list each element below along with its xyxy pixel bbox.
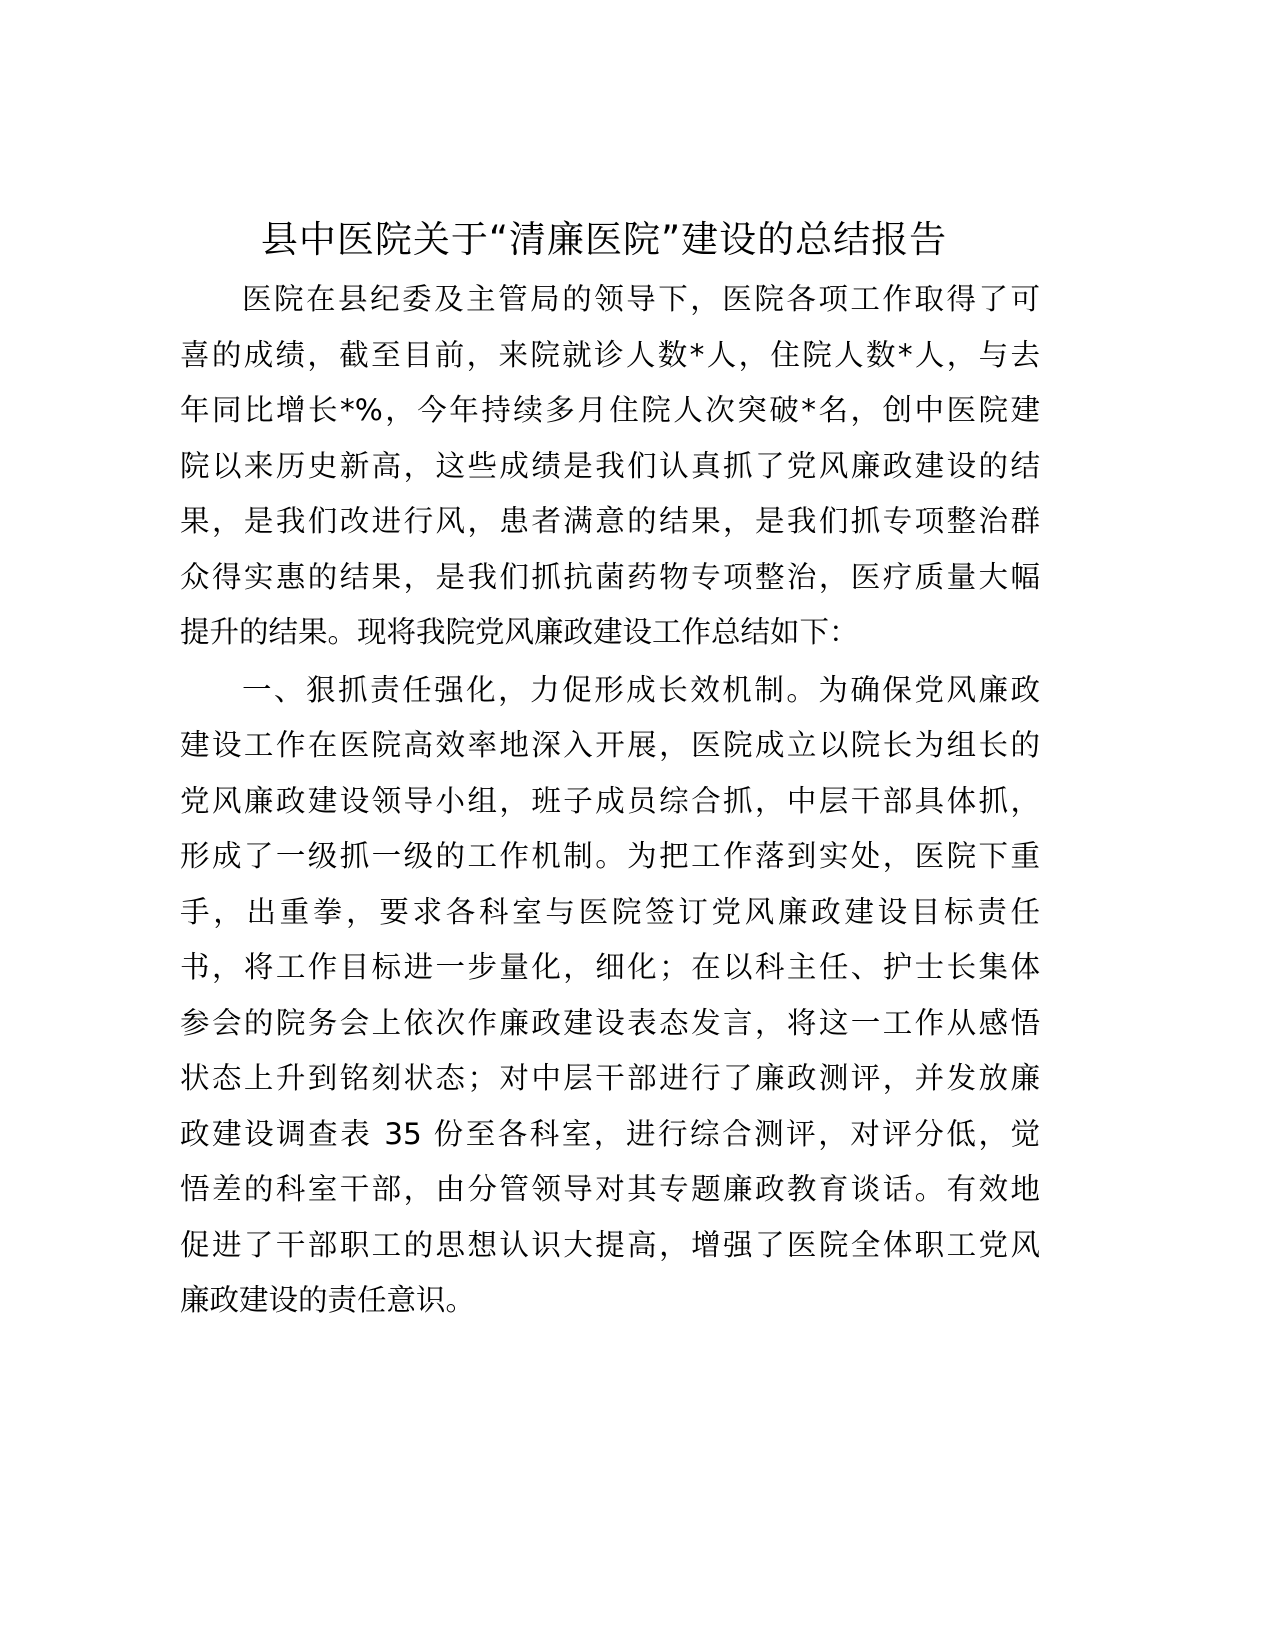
text-line: 喜的成绩，截至目前，来院就诊人数*人，住院人数*人，与去	[180, 337, 1040, 372]
document-title: 县中医院关于“清廉医院”建设的总结报告	[260, 218, 948, 261]
text-line: 手，出重拳，要求各科室与医院签订党风廉政建设目标责任	[180, 894, 1040, 929]
text-line: 果，是我们改进行风，患者满意的结果，是我们抓专项整治群	[180, 504, 1040, 538]
document-page	[180, 212, 1040, 1329]
text-line: 党风廉政建设领导小组，班子成员综合抓，中层干部具体抓，	[180, 783, 1040, 818]
text-line: 状态上升到铭刻状态；对中层干部进行了廉政测评，并发放廉	[180, 1061, 1040, 1095]
text-line: 书，将工作目标进一步量化，细化；在以科主任、护士长集体	[180, 950, 1040, 984]
section-heading-line: 一、狠抓责任强化，力促形成长效机制。为确保党风廉政	[242, 672, 1040, 707]
paragraph-section-one	[180, 663, 1040, 1329]
text-line: 年同比增长*%，今年持续多月住院人次突破*名，创中医院建	[180, 393, 1040, 427]
text-line: 廉政建设的责任意识。	[180, 1283, 476, 1317]
text-line: 参会的院务会上依次作廉政建设表态发言，将这一工作从感悟	[180, 1005, 1040, 1040]
text-line: 提升的结果。现将我院党风廉政建设工作总结如下：	[180, 615, 859, 649]
text-line: 建设工作在医院高效率地深入开展，医院成立以院长为组长的	[180, 728, 1040, 762]
paragraph-intro	[180, 272, 1040, 661]
text-line: 众得实惠的结果，是我们抓抗菌药物专项整治，医疗质量大幅	[180, 559, 1040, 594]
text-line: 政建设调查表 35 份至各科室，进行综合测评，对评分低，觉	[180, 1116, 1040, 1151]
text-line: 悟差的科室干部，由分管领导对其专题廉政教育谈话。有效地	[180, 1172, 1040, 1206]
text-line: 医院在县纪委及主管局的领导下，医院各项工作取得了可	[242, 282, 1040, 316]
text-line: 形成了一级抓一级的工作机制。为把工作落到实处，医院下重	[180, 839, 1040, 873]
text-line: 院以来历史新高，这些成绩是我们认真抓了党风廉政建设的结	[180, 448, 1040, 483]
text-line: 促进了干部职工的思想认识大提高，增强了医院全体职工党风	[180, 1227, 1040, 1262]
